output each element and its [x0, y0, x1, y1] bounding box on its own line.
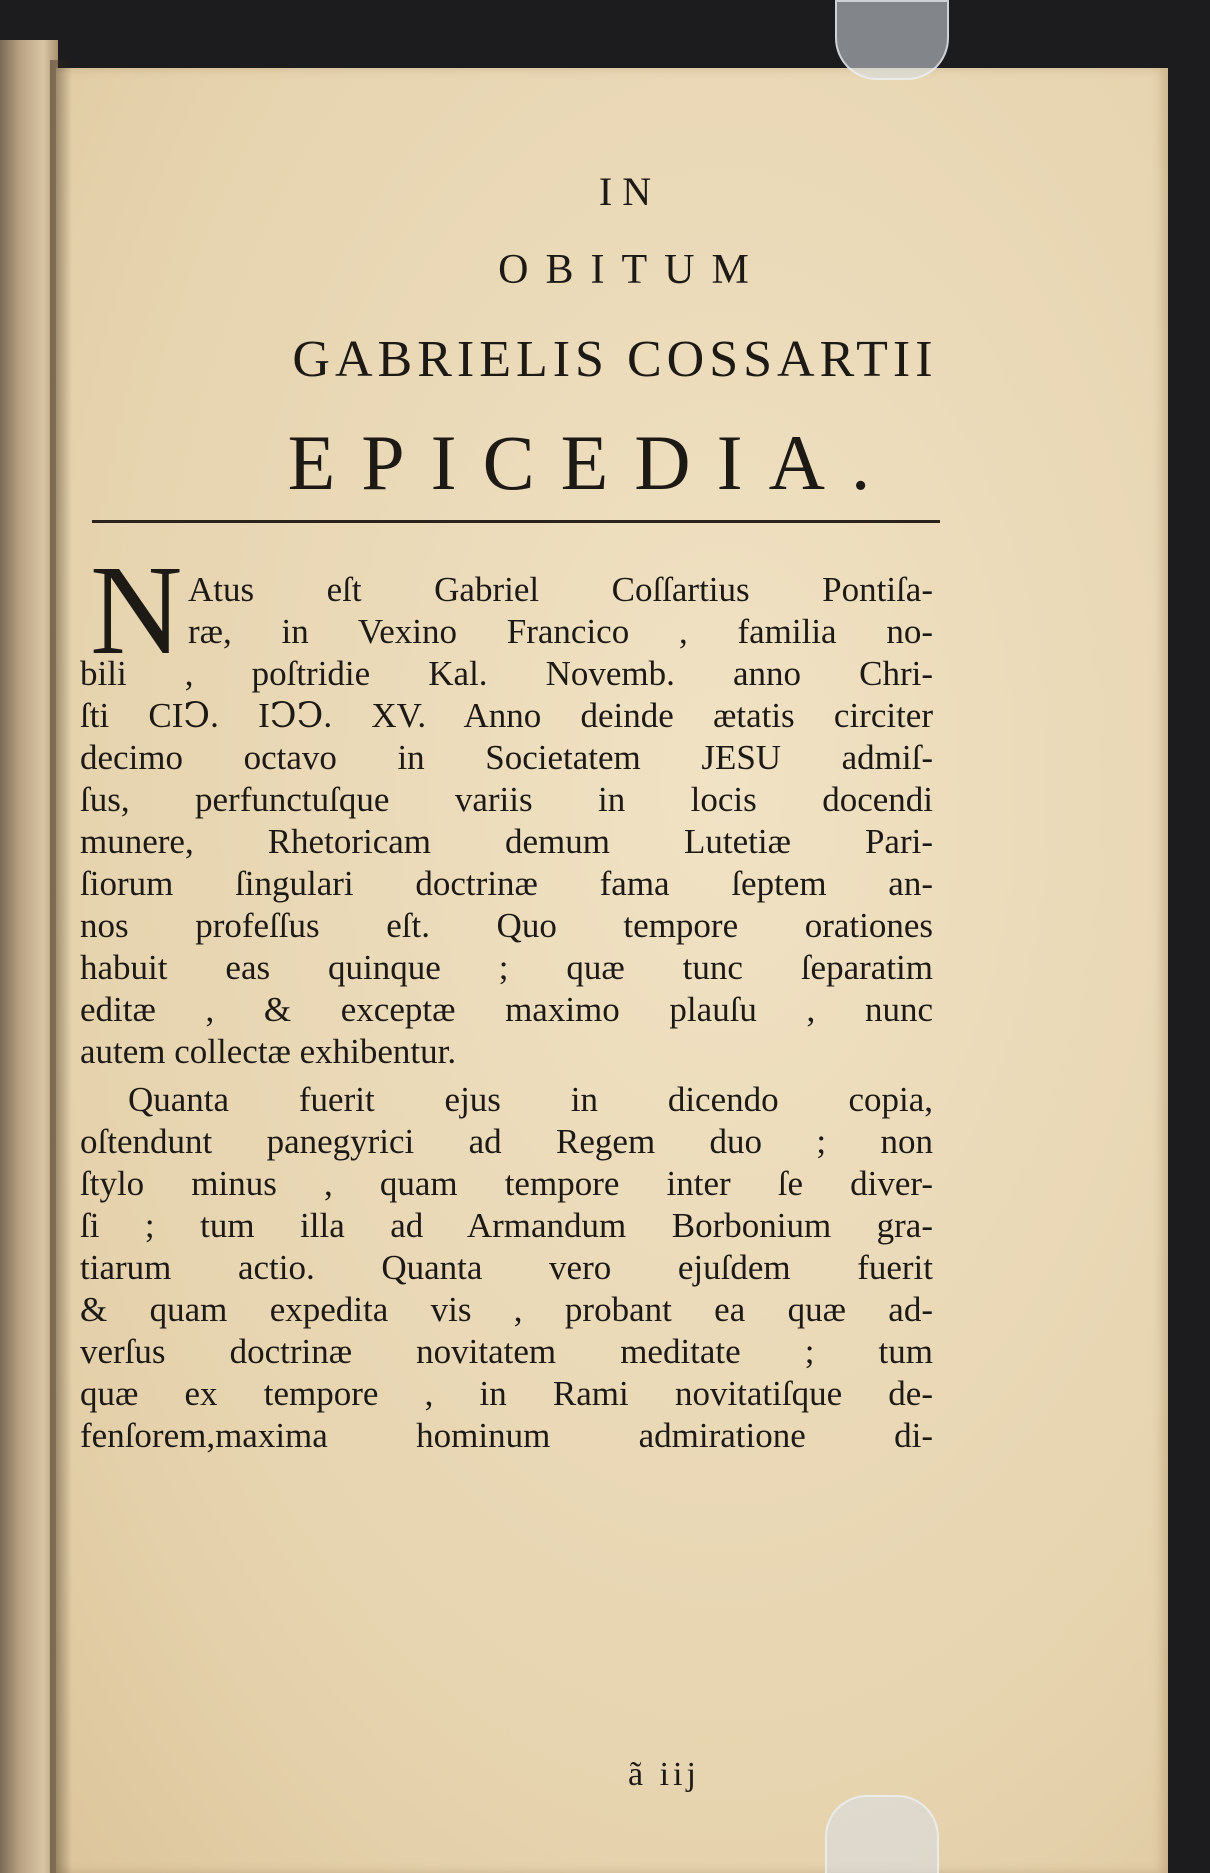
text-line: tiarum actio. Quanta vero ejuſdem fuerit [80, 1248, 933, 1287]
heading-name: GABRIELIS COSSARTII [292, 331, 938, 388]
heading-obitum: OBITUM [498, 247, 766, 293]
text-line: quæ ex tempore , in Rami novitatiſque de- [80, 1374, 933, 1413]
heading-title: EPICEDIA. [287, 419, 897, 506]
text-line: Quanta fuerit ejus in dicendo copia, [128, 1080, 933, 1119]
text-line: bili , poſtridie Kal. Novemb. anno Chri- [80, 654, 933, 693]
text-line: ſi ; tum illa ad Armandum Borbonium gra- [80, 1206, 933, 1245]
text-line: autem collectæ exhibentur. [80, 1032, 457, 1071]
page [56, 68, 1168, 1873]
text-line: verſus doctrinæ novitatem meditate ; tum [80, 1332, 933, 1371]
text-line: ſtylo minus , quam tempore inter ſe diver- [80, 1164, 933, 1203]
text-line: fenſorem,maxima hominum admiratione di- [80, 1416, 933, 1455]
heading-rule [92, 520, 940, 523]
text-line: Atus eſt Gabriel Coſſartius Pontiſa- [188, 570, 933, 609]
text-line: habuit eas quinque ; quæ tunc ſeparatim [80, 948, 933, 987]
drop-cap: N [90, 539, 183, 681]
text-line: ſiorum ſingulari doctrinæ fama ſeptem an- [80, 864, 933, 903]
text-line: & quam expedita vis , probant ea quæ ad- [80, 1290, 933, 1329]
text-line: decimo octavo in Societatem JESU admiſ- [80, 738, 933, 777]
top-page-clip [835, 0, 949, 80]
signature-mark: ã iij [628, 1756, 700, 1793]
bottom-page-clip [825, 1795, 939, 1873]
text-line: nos profeſſus eſt. Quo tempore orationes [80, 906, 933, 945]
text-line: oſtendunt panegyrici ad Regem duo ; non [80, 1122, 933, 1161]
text-line: munere, Rhetoricam demum Lutetiæ Pari- [80, 822, 933, 861]
gutter-shadow [50, 60, 72, 1873]
text-line: ræ, in Vexino Francico , familia no- [188, 612, 933, 651]
text-line: ſus, perfunctuſque variis in locis docendi [80, 780, 933, 819]
page-text [56, 68, 1168, 1873]
text-line: ſti CIↃ. IↃↃ. XV. Anno deinde ætatis circiter [80, 696, 933, 735]
heading-in: IN [598, 169, 662, 214]
text-line: editæ , & exceptæ maximo plauſu , nunc [80, 990, 933, 1029]
